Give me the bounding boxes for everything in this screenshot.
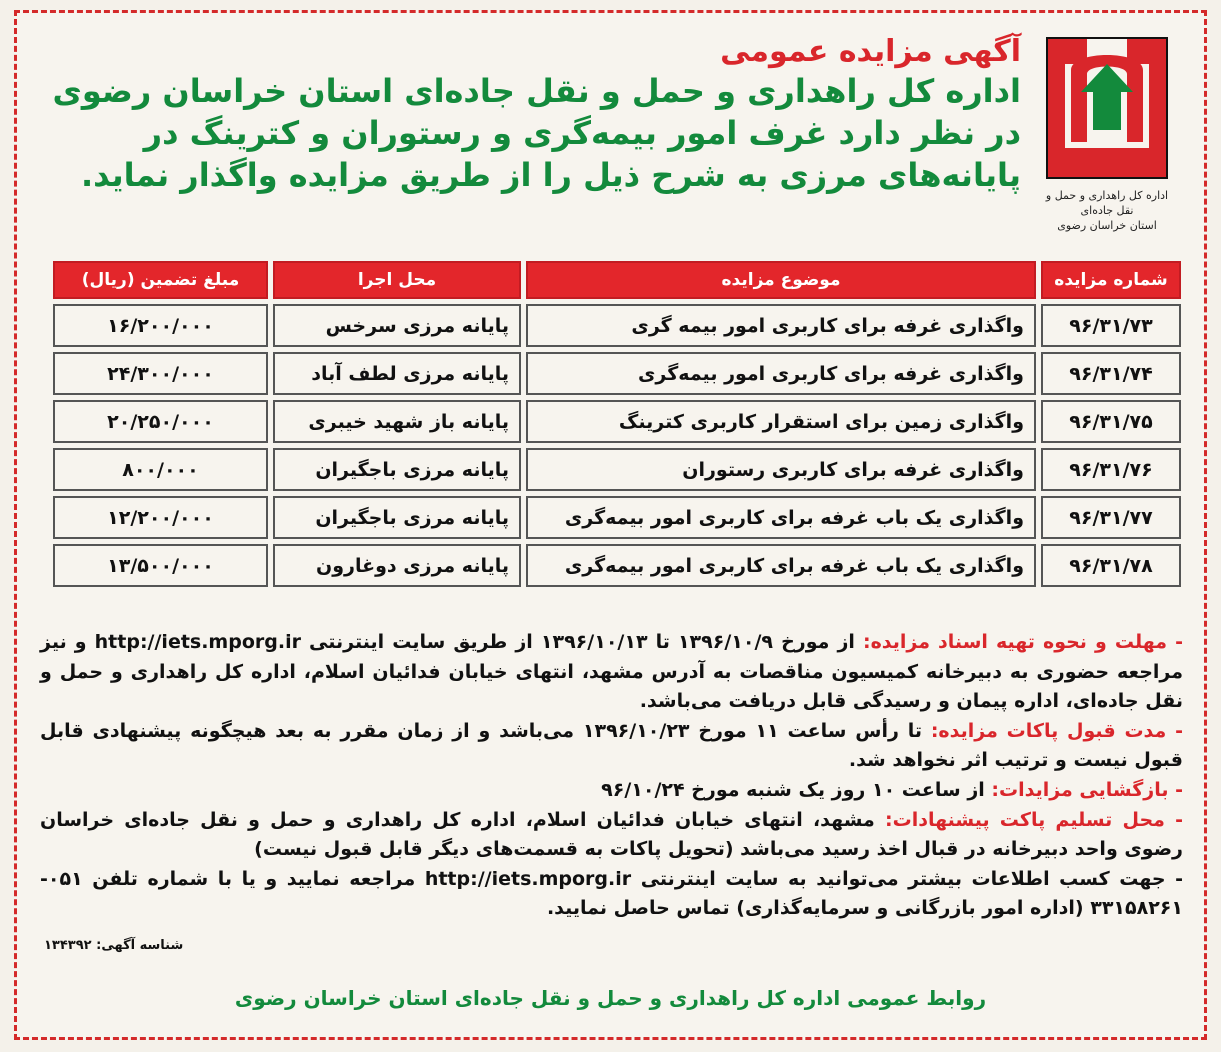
guarantee-amount: ۱۶/۲۰۰/۰۰۰ — [53, 304, 268, 347]
auction-place: پایانه مرزی سرخس — [273, 304, 521, 347]
section-label: - مدت قبول پاکات مزایده: — [930, 719, 1183, 742]
table-row — [53, 352, 1181, 395]
guarantee-amount: ۲۴/۳۰۰/۰۰۰ — [53, 352, 268, 395]
table-header-row — [53, 261, 1181, 299]
section-text: تا رأس ساعت ۱۱ مورخ ۱۳۹۶/۱۰/۲۳ می‌باشد و از زمان مقرر به بعد هیچگونه پیشنهادی قابل قبول نیست و ترتیب اثر نخواهد شد. — [40, 719, 1183, 772]
auction-number: ۹۶/۳۱/۷۳ — [1041, 304, 1181, 347]
auction-subject: واگذاری یک باب غرفه برای کاربری امور بیمه‌گری — [526, 544, 1036, 587]
table-row — [53, 448, 1181, 491]
footer-signature: روابط عمومی اداره کل راهداری و حمل و نقل جاده‌ای استان خراسان رضوی — [234, 986, 987, 1010]
auction-table — [48, 256, 1186, 592]
auction-number: ۹۶/۳۱/۷۴ — [1041, 352, 1181, 395]
header-place: محل اجرا — [273, 261, 521, 299]
ad-id: شناسه آگهی: ۱۳۴۳۹۲ — [44, 938, 184, 953]
logo-caption — [1041, 188, 1173, 233]
contact-text-continued: مراجعه نمایید و یا با شماره تلفن ۰۵۱- ۳۳۱۵۸۲۶۱ (اداره امور بازرگانی و سرمایه‌گذاری) تماس حاصل نمایید. — [40, 867, 1183, 920]
auction-number: ۹۶/۳۱/۷۷ — [1041, 496, 1181, 539]
logo-caption-line1: اداره کل راهداری و حمل و نقل جاده‌ای — [1045, 189, 1169, 217]
conditions-text — [40, 628, 1183, 924]
auction-place: پایانه باز شهید خیبری — [273, 400, 521, 443]
section-label: - محل تسلیم پاکت پیشنهادات: — [885, 808, 1183, 831]
organization-logo — [1041, 30, 1173, 235]
auction-place: پایانه مرزی لطف آباد — [273, 352, 521, 395]
header-subject: موضوع مزایده — [526, 261, 1036, 299]
auction-subject: واگذاری زمین برای استقرار کاربری کترینگ — [526, 400, 1036, 443]
table-row — [53, 496, 1181, 539]
guarantee-amount: ۱۲/۲۰۰/۰۰۰ — [53, 496, 268, 539]
contact-text: - جهت کسب اطلاعات بیشتر می‌توانید به سایت اینترنتی — [631, 867, 1183, 890]
header — [30, 34, 1021, 196]
auction-subject: واگذاری غرفه برای کاربری امور بیمه گری — [526, 304, 1036, 347]
section-label: - بازگشایی مزایدات: — [991, 778, 1183, 801]
auction-subject: واگذاری یک باب غرفه برای کاربری امور بیمه‌گری — [526, 496, 1036, 539]
guarantee-amount: ۱۳/۵۰۰/۰۰۰ — [53, 544, 268, 587]
auction-place: پایانه مرزی باجگیران — [273, 496, 521, 539]
section-delivery — [40, 806, 1183, 865]
section-label: - مهلت و نحوه تهیه اسناد مزایده: — [862, 631, 1183, 653]
auction-number: ۹۶/۳۱/۷۵ — [1041, 400, 1181, 443]
guarantee-amount: ۲۰/۲۵۰/۰۰۰ — [53, 400, 268, 443]
road-logo-icon — [1041, 30, 1173, 185]
table-row — [53, 304, 1181, 347]
section-text: از ساعت ۱۰ روز یک شنبه مورخ ۹۶/۱۰/۲۴ — [601, 778, 992, 801]
section-opening — [40, 776, 1183, 806]
section-contact — [40, 865, 1183, 924]
header-number: شماره مزایده — [1041, 261, 1181, 299]
header-amount: مبلغ تضمین (ریال) — [53, 261, 268, 299]
auction-place: پایانه مرزی دوغارون — [273, 544, 521, 587]
auction-number: ۹۶/۳۱/۷۸ — [1041, 544, 1181, 587]
contact-website-link[interactable]: http://iets.mporg.ir — [424, 867, 632, 890]
section-deadline — [40, 717, 1183, 776]
section-documents — [40, 628, 1183, 717]
section-text: مشهد، انتهای خیابان فدائیان اسلام، اداره کل راهداری و حمل و نقل جاده‌ای خراسان رضوی واحد دبیرخانه در قبال اخذ رسید می‌باشد (تحویل پاکات به قسمت‌های دیگر قابل قبول نیست) — [40, 808, 1183, 861]
auction-subject: واگذاری غرفه برای کاربری امور بیمه‌گری — [526, 352, 1036, 395]
intro-line-3: پایانه‌های مرزی به شرح ذیل را از طریق مزایده واگذار نماید. — [81, 156, 1021, 194]
table-row — [53, 400, 1181, 443]
guarantee-amount: ۸۰۰/۰۰۰ — [53, 448, 268, 491]
ad-title: آگهی مزایده عمومی — [720, 34, 1021, 69]
auction-place: پایانه مرزی باجگیران — [273, 448, 521, 491]
website-link[interactable]: http://iets.mporg.ir — [94, 631, 301, 653]
logo-caption-line2: استان خراسان رضوی — [1057, 219, 1157, 232]
intro-line-1: اداره کل راهداری و حمل و نقل جاده‌ای استان خراسان رضوی — [52, 72, 1021, 110]
section-text-continued: و نیز مراجعه حضوری به دبیرخانه کمیسیون مناقصات به آدرس مشهد، انتهای خیابان فدائیان اسلام، اداره کل راهداری و حمل و نقل جاده‌ای، اداره پیمان و رسیدگی قابل دریافت می‌باشد. — [40, 631, 1183, 713]
table-row — [53, 544, 1181, 587]
auction-number: ۹۶/۳۱/۷۶ — [1041, 448, 1181, 491]
section-text: از مورخ ۱۳۹۶/۱۰/۹ تا ۱۳۹۶/۱۰/۱۳ از طریق سایت اینترنتی — [309, 631, 863, 653]
auction-subject: واگذاری غرفه برای کاربری رستوران — [526, 448, 1036, 491]
intro-line-2: در نظر دارد غرف امور بیمه‌گری و رستوران و کترینگ در — [143, 114, 1021, 152]
